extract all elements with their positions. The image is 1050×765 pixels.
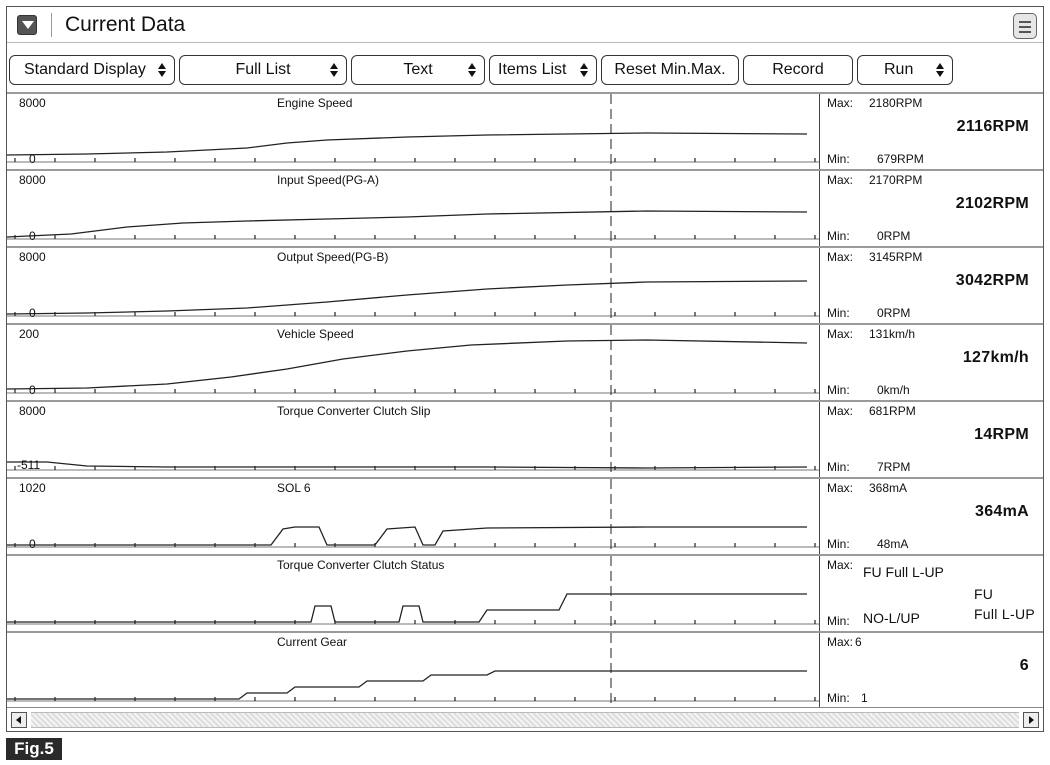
graph-stats <box>821 94 1043 169</box>
current-value: 6 <box>1019 657 1029 674</box>
menu-icon-bar <box>1019 26 1031 28</box>
select-arrows-icon <box>330 63 338 77</box>
graph-title: Vehicle Speed <box>277 327 354 341</box>
graph-title: SOL 6 <box>277 481 311 495</box>
arrow-left-icon <box>12 713 26 727</box>
graph-stats <box>821 248 1043 323</box>
data-trace <box>7 133 807 155</box>
max-value: 681RPM <box>869 404 916 418</box>
graph-row-current-gear[interactable] <box>7 631 1043 708</box>
trace-canvas <box>7 325 819 400</box>
max-value: 368mA <box>869 481 908 495</box>
graph-row-sol-6[interactable] <box>7 477 1043 554</box>
select-arrows-icon <box>580 63 588 77</box>
max-value: 6 <box>855 635 862 649</box>
menu-icon-bar <box>1019 31 1031 33</box>
chevron-down-icon <box>22 21 34 30</box>
data-graph-list[interactable] <box>7 92 1043 705</box>
graph-plot <box>7 94 820 169</box>
graph-title: Torque Converter Clutch Slip <box>277 404 431 418</box>
y-axis-min: 0 <box>29 229 36 243</box>
graph-stats <box>821 479 1043 554</box>
items-list-select[interactable] <box>489 55 597 85</box>
data-trace <box>7 462 807 468</box>
min-label: Min: <box>827 152 850 166</box>
arrow-right-icon <box>1024 713 1038 727</box>
max-value: FU Full L-UP <box>863 564 944 580</box>
min-label: Min: <box>827 460 850 474</box>
max-label: Max: <box>827 96 854 110</box>
graph-row-engine-speed[interactable] <box>7 92 1043 169</box>
select-arrows-icon <box>158 63 166 77</box>
min-value: 679RPM <box>877 152 924 166</box>
graph-title: Engine Speed <box>277 96 353 110</box>
max-label: Max: <box>827 250 854 264</box>
current-value: 14RPM <box>974 426 1029 443</box>
current-data-window <box>6 6 1044 732</box>
graph-plot <box>7 402 820 477</box>
y-axis-min: -511 <box>17 458 41 472</box>
trace-canvas <box>7 171 819 246</box>
graph-plot <box>7 248 820 323</box>
select-arrows-icon <box>468 63 476 77</box>
min-value: NO-L/UP <box>863 610 920 626</box>
graph-stats <box>821 325 1043 400</box>
y-axis-min: 0 <box>29 383 36 397</box>
min-value: 1 <box>861 691 868 705</box>
y-axis-max: 1020 <box>19 481 46 495</box>
reset-min-max-button[interactable] <box>601 55 739 85</box>
text-label: Text <box>403 61 433 78</box>
graph-plot <box>7 171 820 246</box>
title-separator <box>51 13 52 37</box>
max-value: 3145RPM <box>869 250 923 264</box>
min-label: Min: <box>827 229 850 243</box>
y-axis-max: 8000 <box>19 173 46 187</box>
graph-row-tcc-status[interactable] <box>7 554 1043 631</box>
collapse-button[interactable] <box>17 15 37 35</box>
graph-row-output-speed[interactable] <box>7 246 1043 323</box>
max-label: Max: <box>827 327 854 341</box>
current-value: 2102RPM <box>955 195 1029 212</box>
min-value: 0RPM <box>877 306 911 320</box>
y-axis-min: 0 <box>29 306 36 320</box>
scrollbar-track[interactable] <box>31 712 1019 728</box>
scroll-right-button[interactable] <box>1023 712 1039 728</box>
reset-min-max-label: Reset Min.Max. <box>614 61 726 78</box>
title-bar <box>7 7 1043 43</box>
scroll-left-button[interactable] <box>11 712 27 728</box>
current-value: 2116RPM <box>956 118 1029 135</box>
items-list-label: Items List <box>498 61 567 78</box>
figure-label: Fig.5 <box>6 738 62 760</box>
y-axis-max: 8000 <box>19 250 46 264</box>
toolbar <box>7 51 1043 87</box>
window-title: Current Data <box>65 13 186 36</box>
horizontal-scrollbar[interactable] <box>7 707 1043 731</box>
run-select[interactable] <box>857 55 953 85</box>
data-trace <box>7 594 807 622</box>
full-list-select[interactable] <box>179 55 347 85</box>
min-label: Min: <box>827 537 850 551</box>
max-label: Max: <box>827 173 854 187</box>
graph-title: Current Gear <box>277 635 348 649</box>
data-trace <box>7 281 807 314</box>
data-trace <box>7 340 807 389</box>
select-arrows-icon <box>936 63 944 77</box>
current-value: 364mA <box>975 503 1029 520</box>
graph-stats <box>821 633 1043 708</box>
max-value: 2170RPM <box>869 173 923 187</box>
min-label: Min: <box>827 306 850 320</box>
min-value: 0km/h <box>877 383 910 397</box>
max-label: Max: <box>827 404 854 418</box>
standard-display-select[interactable] <box>9 55 175 85</box>
y-axis-min: 0 <box>29 537 36 551</box>
max-value: 2180RPM <box>869 96 923 110</box>
trace-canvas <box>7 94 819 169</box>
graph-title: Input Speed(PG-A) <box>277 173 380 187</box>
min-label: Min: <box>827 691 850 705</box>
min-value: 48mA <box>877 537 909 551</box>
current-value: 127km/h <box>962 349 1029 366</box>
options-menu-button[interactable] <box>1013 13 1037 39</box>
menu-icon-bar <box>1019 21 1031 23</box>
record-button[interactable] <box>743 55 853 85</box>
graph-plot <box>7 479 820 554</box>
graph-plot <box>7 325 820 400</box>
trace-canvas <box>7 479 819 554</box>
run-label: Run <box>884 61 914 78</box>
graph-plot <box>7 556 820 631</box>
graph-row-tcc-slip[interactable] <box>7 400 1043 477</box>
min-value: 0RPM <box>877 229 911 243</box>
graph-title: Output Speed(PG-B) <box>277 250 389 264</box>
record-label: Record <box>772 61 824 78</box>
graph-stats <box>821 402 1043 477</box>
y-axis-min: 0 <box>29 152 36 166</box>
graph-row-vehicle-speed[interactable] <box>7 323 1043 400</box>
graph-plot <box>7 633 820 708</box>
graph-title: Torque Converter Clutch Status <box>277 558 445 572</box>
y-axis-max: 8000 <box>19 96 46 110</box>
data-trace <box>7 527 807 545</box>
graph-row-input-speed[interactable] <box>7 169 1043 246</box>
max-label: Max: <box>827 635 854 649</box>
trace-canvas <box>7 248 819 323</box>
y-axis-max: 8000 <box>19 404 46 418</box>
data-trace <box>7 211 807 237</box>
max-value: 131km/h <box>869 327 916 341</box>
text-select[interactable] <box>351 55 485 85</box>
min-label: Min: <box>827 383 850 397</box>
trace-canvas <box>7 633 819 708</box>
data-trace <box>7 671 807 699</box>
max-label: Max: <box>827 558 854 572</box>
standard-display-label: Standard Display <box>24 61 146 78</box>
min-label: Min: <box>827 614 850 628</box>
current-value: FU Full L-UP <box>973 586 1035 622</box>
graph-stats <box>821 556 1043 631</box>
y-axis-max: 200 <box>19 327 40 341</box>
full-list-label: Full List <box>235 61 291 78</box>
graph-stats <box>821 171 1043 246</box>
max-label: Max: <box>827 481 854 495</box>
min-value: 7RPM <box>877 460 911 474</box>
current-value: 3042RPM <box>955 272 1029 289</box>
